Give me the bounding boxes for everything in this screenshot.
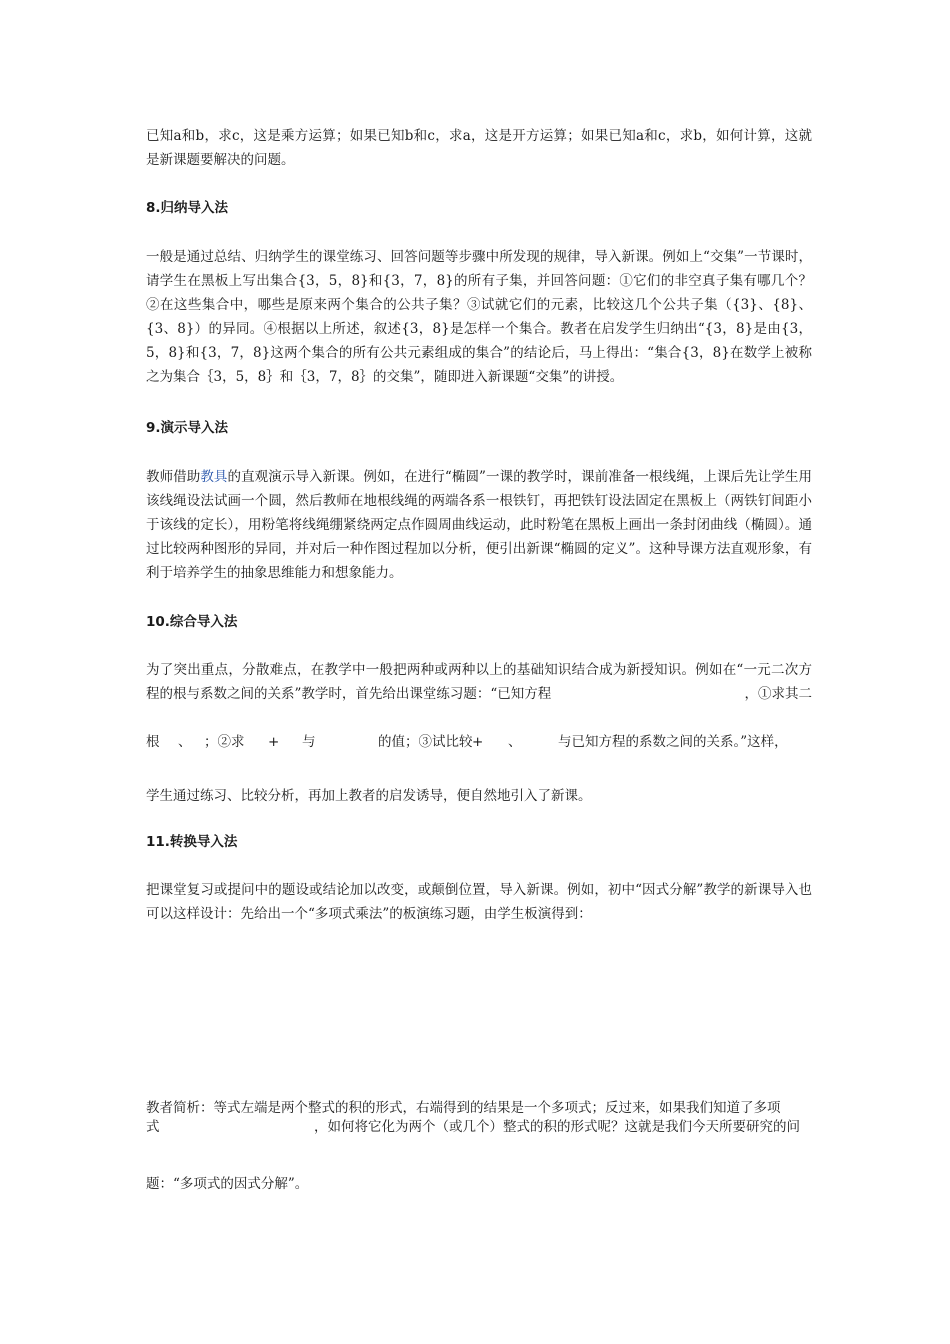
formula-tail: 与已知方程的系数之间的关系。”这样， bbox=[558, 734, 788, 750]
section-heading-10: 10.综合导入法 bbox=[146, 614, 238, 630]
section-body-9 bbox=[146, 465, 812, 585]
analysis-line-1: 教者简析：等式左端是两个整式的积的形式，右端得到的结果是一个多项式；反过来，如果我们知道了多项 bbox=[146, 1100, 781, 1116]
section-body-9-rest: 的直观演示导入新课。例如，在进行“椭圆”一课的教学时，课前准备一根线绳，上课后先让学生用该线绳设法试画一个圆，然后教师在地根线绳的两端各系一根铁钉，再把铁钉设法固定在黑板上（两铁钉间距小于该线的定长），用粉笔将线绳绷紧绕两定点作圆周曲线运动，此时粉笔在黑板上画出一条封闭曲线（椭圆）。通过比较两种图形的异同，并对后一种作图过程加以分析，便引出新课“椭圆的定义”。这种导课方法直观形象，有利于培养学生的抽象思维能力和想象能力。 bbox=[146, 469, 812, 581]
formula-step-3: 的值；③试比较 bbox=[378, 734, 473, 750]
section-body-10-text: 为了突出重点，分散难点，在教学中一般把两种或两种以上的基础知识结合成为新授知识。例如在“一元二次方程的根与系数之间的关系”教学时，首先给出课堂练习题：“已知方程 bbox=[146, 662, 812, 702]
section-heading-8: 8.归纳导入法 bbox=[146, 200, 229, 216]
section-body-9-start: 教师借助 bbox=[146, 469, 201, 485]
analysis-line-2-start: 式 bbox=[146, 1119, 160, 1135]
section-body-10-tail: ，①求其二 bbox=[745, 682, 813, 706]
section-heading-9: 9.演示导入法 bbox=[146, 420, 229, 436]
section-body-8: 一般是通过总结、归纳学生的课堂练习、回答问题等步骤中所发现的规律，导入新课。例如上“交集”一节课时，请学生在黑板上写出集合{3，5，8}和{3，7，8}的所有子集，并回答问题：①它们的非空真子集有哪几个？②在这些集合中，哪些是原来两个集合的公共子集？③试就它们的元素，比较这几个公共子集（{3}、{8}、{3、8}）的异同。④根据以上所述，叙述{3，8}是怎样一个集合。教者在启发学生归纳出“{3，8}是由{3，5，8}和{3，7，8}这两个集合的所有公共元素组成的集合”的结论后，马上得出：“集合{3，8}在数学上被称之为集合｛3，5，8｝和｛3，7，8｝的交集”，随即进入新课题“交集”的讲授。 bbox=[146, 249, 812, 385]
formula-plus: + bbox=[268, 734, 280, 750]
section-heading-11: 11.转换导入法 bbox=[146, 834, 238, 850]
analysis-line-2-end: ，如何将它化为两个（或几个）整式的积的形式呢？这就是我们今天所要研究的问 bbox=[314, 1119, 800, 1135]
teaching-aids-link[interactable]: 教具 bbox=[200, 469, 228, 485]
section-body-10 bbox=[146, 658, 812, 706]
formula-line bbox=[146, 730, 812, 754]
formula-and: 与 bbox=[302, 734, 316, 750]
formula-separator: 、 bbox=[178, 734, 192, 750]
formula-step-2: ；②求 bbox=[204, 734, 245, 750]
formula-word-roots: 根 bbox=[146, 734, 160, 750]
intro-paragraph: 已知a和b，求c，这是乘方运算；如果已知b和c，求a，这是开方运算；如果已知a和c，求b，如何计算，这就是新课题要解决的问题。 bbox=[146, 128, 812, 168]
formula-separator-2: 、 bbox=[508, 734, 522, 750]
analysis-line-3: 题：“多项式的因式分解”。 bbox=[146, 1176, 309, 1192]
analysis-line-2 bbox=[146, 1115, 812, 1139]
formula-placeholder-blank bbox=[146, 930, 812, 1090]
section-body-11: 把课堂复习或提问中的题设或结论加以改变，或颠倒位置，导入新课。例如，初中“因式分解”教学的新课导入也可以这样设计：先给出一个“多项式乘法”的板演练习题，由学生板演得到： bbox=[146, 882, 812, 922]
formula-plus-2: + bbox=[472, 734, 484, 750]
section-closing-10: 学生通过练习、比较分析，再加上教者的启发诱导，便自然地引入了新课。 bbox=[146, 788, 592, 804]
